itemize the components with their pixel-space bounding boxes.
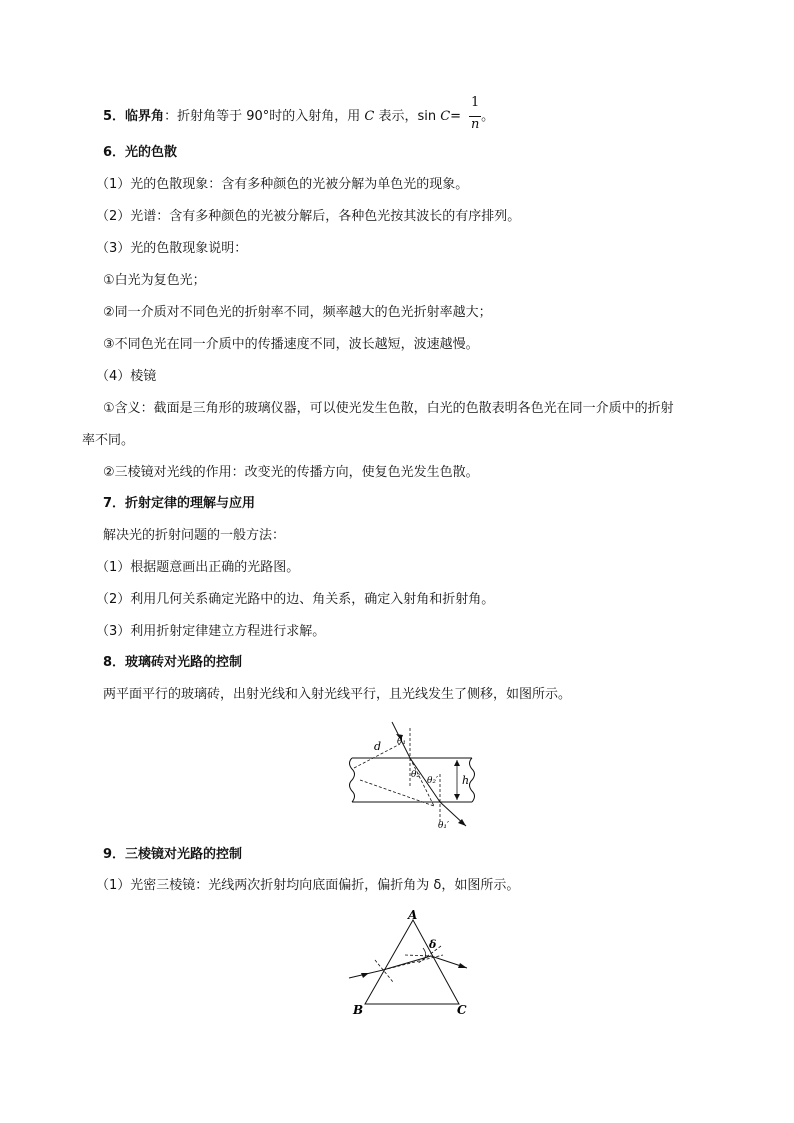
- sec7-s3: （3）利用折射定律建立方程进行求解。: [96, 624, 326, 639]
- sec5-num: 5．: [103, 109, 126, 124]
- sec6-p1: （1）光的色散现象：含有多种颜色的光被分解为单色光的现象。: [96, 177, 469, 192]
- label-theta1: θ₁: [397, 737, 407, 747]
- sec5-eq: =: [450, 109, 462, 124]
- sec6-p4: （4）棱镜: [96, 369, 157, 384]
- sec5-text-a: ：折射角等于 90°时的入射角，用: [164, 109, 365, 124]
- sec9-text: （1）光密三棱镜：光线两次折射均向底面偏折，偏折角为 δ，如图所示。: [96, 878, 520, 893]
- sec6-d1b: 率不同。: [82, 433, 135, 448]
- label-delta: δ: [429, 938, 437, 951]
- vertex-b: B: [353, 1003, 364, 1017]
- sec6-c1: ①白光为复色光；: [103, 273, 206, 288]
- sec5-text-b: 表示，sin: [374, 109, 441, 124]
- sec5-symbol-c2: C: [440, 109, 451, 124]
- sec6-c3: ③不同色光在同一介质中的传播速度不同，波长越短，波速越慢。: [103, 337, 479, 352]
- sec6-c2: ②同一介质对不同色光的折射率不同，频率越大的色光折射率越大；: [103, 305, 492, 320]
- sec7-heading: 7．折射定律的理解与应用: [103, 496, 256, 511]
- sec7-intro: 解决光的折射问题的一般方法：: [103, 528, 286, 543]
- fraction-numerator: 1: [471, 95, 480, 110]
- sec6-p2: （2）光谱：含有多种颜色的光被分解后，各种色光按其波长的有序排列。: [96, 209, 521, 224]
- sec6-d1a: ①含义：截面是三角形的玻璃仪器，可以使光发生色散，白光的色散表明各色光在同一介质中的折射: [103, 401, 674, 416]
- sec7-s1: （1）根据题意画出正确的光路图。: [96, 560, 300, 575]
- sec6-d2: ②三棱镜对光线的作用：改变光的传播方向，使复色光发生色散。: [103, 465, 479, 480]
- label-theta1-prime: θ₁′: [438, 821, 450, 831]
- sec7-s2: （2）利用几何关系确定光路中的边、角关系，确定入射角和折射角。: [96, 592, 495, 607]
- sec8-heading: 8．玻璃砖对光路的控制: [103, 655, 243, 670]
- sec5-symbol-c: C: [364, 109, 375, 124]
- glass-slab-figure: [330, 714, 490, 834]
- sec5-title: 临界角: [125, 109, 165, 124]
- vertex-a: A: [408, 908, 418, 922]
- sec5-line: [103, 107, 494, 127]
- sec6-heading: 6．光的色散: [103, 145, 178, 160]
- prism-figure: [345, 908, 485, 1020]
- fraction-denominator: n: [471, 117, 480, 132]
- label-theta2: θ₂: [411, 770, 421, 780]
- sec8-text: 两平面平行的玻璃砖，出射光线和入射光线平行，且光线发生了侧移，如图所示。: [103, 687, 572, 702]
- sec9-heading: 9．三棱镜对光路的控制: [103, 847, 243, 862]
- sec6-p3: （3）光的色散现象说明：: [96, 241, 248, 256]
- label-d: d: [374, 740, 382, 753]
- sec5-end: 。: [481, 109, 495, 124]
- label-theta2-prime: θ₂′: [427, 776, 439, 786]
- vertex-c: C: [457, 1003, 467, 1017]
- label-h: h: [462, 774, 470, 787]
